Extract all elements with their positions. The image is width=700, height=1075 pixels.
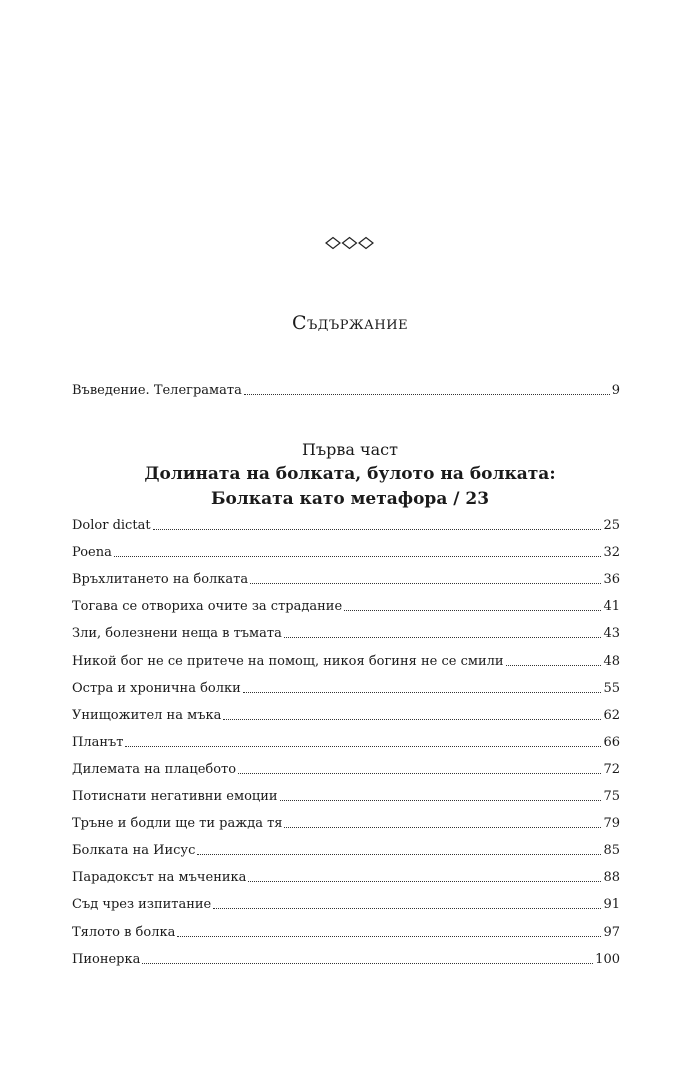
toc-entry (72, 783, 620, 805)
toc-entry (72, 675, 620, 697)
toc-entry-label: Дилемата на плацебото (72, 762, 237, 777)
toc-entry-label: Остра и хронична болки (72, 681, 241, 696)
toc-entry (72, 864, 620, 886)
dot-leader (177, 936, 601, 937)
toc-entry (72, 593, 620, 615)
toc-entry-page: 79 (603, 816, 620, 831)
toc-entry-label: Тогава се отвориха очите за страдание (72, 599, 343, 614)
dot-leader (114, 556, 602, 557)
toc-entry-label: Съд чрез изпитание (72, 897, 212, 912)
toc-entry-label: Тялото в болка (72, 925, 176, 940)
toc-entry (72, 837, 620, 859)
toc-entry-label: Poena (72, 545, 112, 560)
dot-leader (244, 394, 610, 395)
page-title: Съдържание (291, 312, 409, 334)
toc-entry (72, 702, 620, 724)
toc-entry-intro (72, 377, 620, 399)
toc-entry-label: Dolor dictat (72, 518, 151, 533)
toc-entry (72, 729, 620, 751)
toc-entry-page: 88 (603, 870, 620, 885)
toc-entry (72, 919, 620, 941)
part-title-line-2: Болката като метафора / 23 (210, 489, 490, 509)
dot-leader (280, 800, 602, 801)
dot-leader (142, 963, 593, 964)
toc-entry-label: Унищожител на мъка (72, 708, 222, 723)
toc-entry-page: 72 (603, 762, 620, 777)
toc-entry-page: 100 (595, 952, 620, 967)
toc-entry (72, 566, 620, 588)
toc-entry (72, 756, 620, 778)
toc-entry-page: 43 (603, 626, 620, 641)
toc-entry (72, 620, 620, 642)
toc-entry-page: 85 (603, 843, 620, 858)
toc-entry-label: Планът (72, 735, 124, 750)
toc-entry-page: 41 (603, 599, 620, 614)
toc-entry (72, 810, 620, 832)
toc-entry-label: Потиснати негативни емоции (72, 789, 278, 804)
toc-entry-label: Тръне и бодли ще ти ражда тя (72, 816, 283, 831)
toc-entry (72, 891, 620, 913)
dot-leader (248, 881, 601, 882)
toc-entry (72, 648, 620, 670)
toc-entry-page: 91 (603, 897, 620, 912)
toc-entry-page: 48 (603, 654, 620, 669)
toc-entry-page: 9 (611, 383, 620, 398)
dot-leader (344, 610, 601, 611)
dot-leader (284, 637, 602, 638)
toc-entry-page: 75 (603, 789, 620, 804)
toc-entry-page: 97 (603, 925, 620, 940)
toc-entry-page: 36 (603, 572, 620, 587)
dot-leader (125, 746, 601, 747)
dot-leader (238, 773, 601, 774)
dot-leader (213, 908, 601, 909)
three-diamonds-ornament-icon (0, 236, 700, 250)
toc-entry-label: Въведение. Телеграмата (72, 383, 242, 398)
dot-leader (506, 665, 602, 666)
dot-leader (197, 854, 601, 855)
toc-entry-label: Пионерка (72, 952, 141, 967)
toc-entry-label: Никой бог не се притече на помощ, никоя богиня не се смили (72, 654, 504, 669)
toc-entry (72, 512, 620, 534)
toc-entry-label: Зли, болезнени неща в тъмата (72, 626, 282, 641)
toc-entry-page: 66 (603, 735, 620, 750)
dot-leader (153, 529, 602, 530)
toc-entry-label: Връхлитането на болката (72, 572, 249, 587)
part-heading: Първа част (302, 440, 398, 459)
dot-leader (250, 583, 601, 584)
part-title-line-1: Долината на болката, булото на болката: (144, 464, 556, 484)
dot-leader (223, 719, 601, 720)
toc-entry-label: Парадоксът на мъченика (72, 870, 247, 885)
dot-leader (243, 692, 602, 693)
toc-entry-page: 55 (603, 681, 620, 696)
toc-entry-page: 32 (603, 545, 620, 560)
toc-entry (72, 946, 620, 968)
toc-entry-page: 25 (603, 518, 620, 533)
toc-entry (72, 539, 620, 561)
toc-entry-label: Болката на Иисус (72, 843, 196, 858)
toc-entry-page: 62 (603, 708, 620, 723)
dot-leader (284, 827, 601, 828)
